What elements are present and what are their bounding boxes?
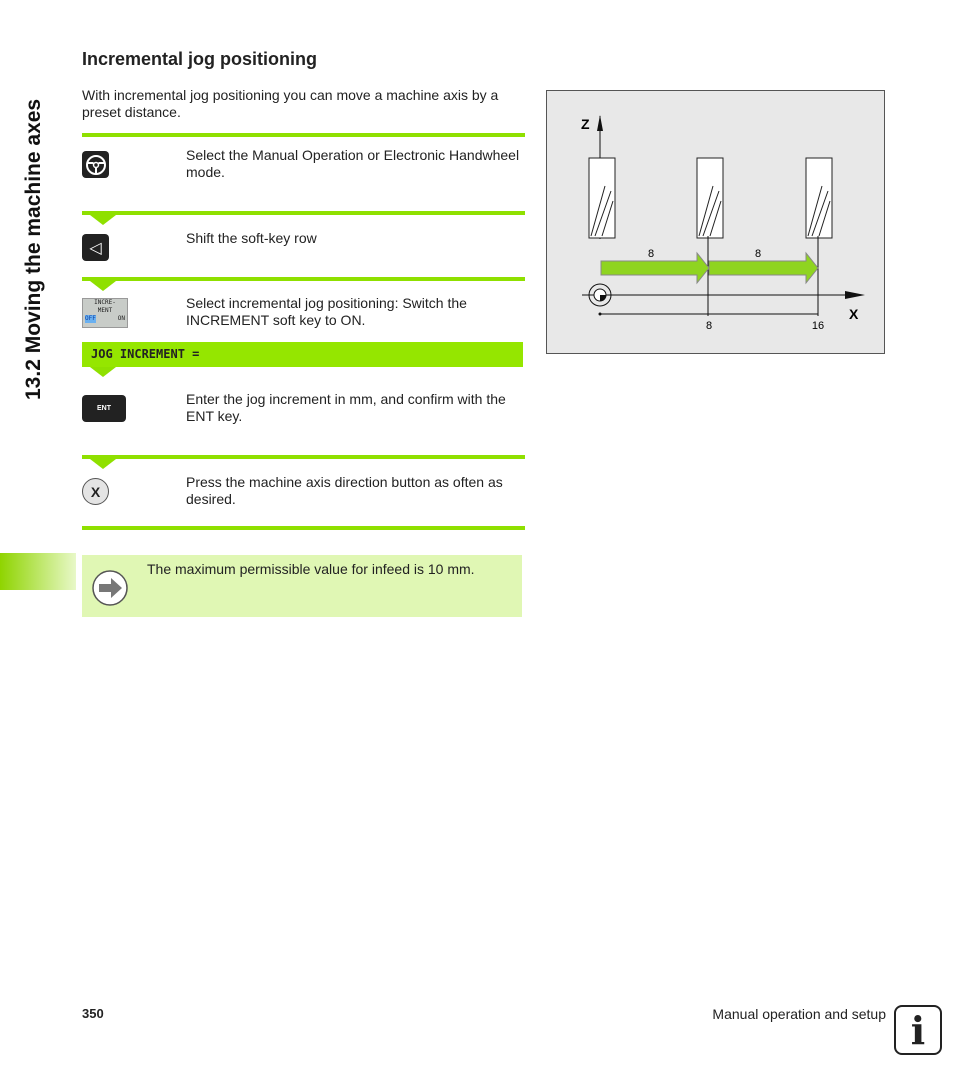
- increment-softkey-icon[interactable]: [82, 298, 128, 328]
- jog-diagram: [546, 90, 885, 354]
- intro-text: With incremental jog positioning you can move a machine axis by a preset distance.: [82, 87, 499, 120]
- divider: [82, 133, 525, 137]
- flow-arrow-icon: [90, 459, 116, 469]
- step-text: Enter the jog increment in mm, and confirm with the ENT key.: [186, 391, 506, 424]
- note-box: [82, 555, 522, 617]
- flow-arrow-icon: [90, 367, 116, 377]
- divider: [82, 277, 525, 281]
- arrow-right-icon: [91, 569, 129, 607]
- x-axis-key-icon[interactable]: X: [82, 478, 109, 505]
- flow-arrow-icon: [90, 281, 116, 291]
- divider: [82, 455, 525, 459]
- section-heading: Incremental jog positioning: [82, 49, 318, 69]
- dimension-label: 8: [705, 320, 713, 332]
- softkey-label: INCRE-: [94, 299, 116, 306]
- dimension-label: 16: [811, 320, 825, 332]
- section-side-title: 13.2 Moving the machine axes: [22, 98, 45, 400]
- dialog-prompt: JOG INCREMENT =: [82, 342, 523, 367]
- note-text: The maximum permissible value for infeed is 10 mm.: [147, 561, 475, 577]
- softkey-label: MENT: [97, 307, 113, 314]
- info-icon: i: [894, 1005, 942, 1055]
- chapter-tab: [0, 553, 76, 590]
- step-text: Select the Manual Operation or Electronic Handwheel mode.: [186, 147, 520, 180]
- chapter-title: Manual operation and setup: [712, 1006, 886, 1022]
- divider: [82, 526, 525, 530]
- z-axis-label: Z: [581, 116, 590, 132]
- divider: [82, 211, 525, 215]
- softkey-off: OFF: [85, 315, 96, 322]
- step-text: Press the machine axis direction button as often as desired.: [186, 474, 503, 507]
- step-text: Shift the soft-key row: [186, 230, 317, 246]
- step-label: 8: [754, 248, 762, 260]
- shift-softkey-row-key-icon[interactable]: ◁: [82, 234, 109, 261]
- x-axis-label: X: [849, 306, 859, 322]
- softkey-on: ON: [117, 315, 125, 322]
- flow-arrow-icon: [90, 215, 116, 225]
- step-label: 8: [647, 248, 655, 260]
- handwheel-key-icon[interactable]: [82, 151, 109, 178]
- ent-key-icon[interactable]: ENT: [82, 395, 126, 422]
- page-number: 350: [82, 1006, 104, 1021]
- step-text: Select incremental jog positioning: Switch the INCREMENT soft key to ON.: [186, 295, 467, 328]
